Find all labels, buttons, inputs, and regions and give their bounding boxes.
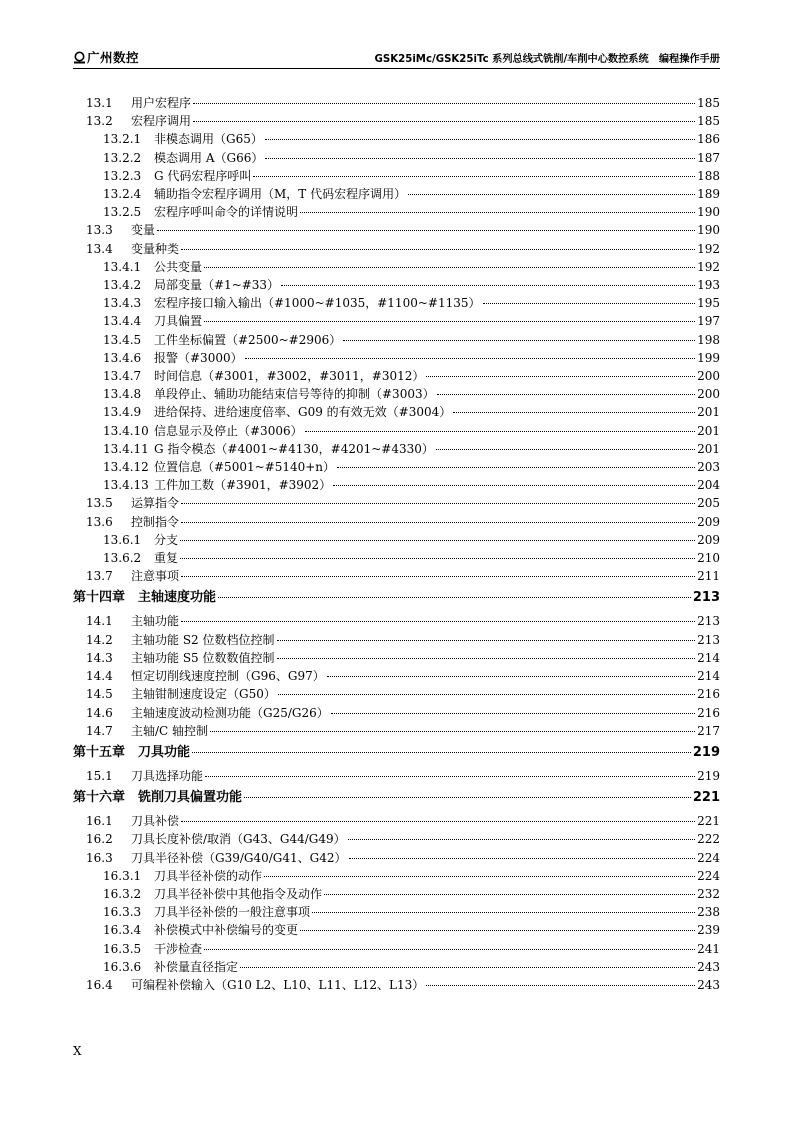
dot-leader <box>218 597 691 598</box>
toc-entry-page: 204 <box>697 478 720 493</box>
toc-entry-page: 216 <box>697 687 720 702</box>
toc-entry[interactable] <box>73 612 720 630</box>
toc-entry[interactable] <box>73 631 720 649</box>
toc-entry-number: 13.4.9 <box>103 405 142 420</box>
toc-entry[interactable] <box>73 130 720 148</box>
manual-title: GSK25iMc/GSK25iTc 系列总线式铣削/车削中心数控系统 编程操作手册 <box>374 54 720 65</box>
toc-entry-title: 分支 <box>154 532 179 547</box>
toc-entry-number: 14.4 <box>86 669 113 684</box>
toc-entry-page: 222 <box>697 832 720 847</box>
toc-entry-page: 201 <box>697 405 720 420</box>
toc-entry[interactable] <box>73 767 720 785</box>
toc-entry[interactable] <box>73 885 720 903</box>
toc-entry-number: 13.4.13 <box>103 478 149 493</box>
toc-entry-number: 14.6 <box>86 705 113 720</box>
toc-entry-number: 13.4.3 <box>103 296 142 311</box>
dot-leader <box>426 376 695 377</box>
toc-entry-page: 216 <box>697 705 720 720</box>
toc-entry-page: 213 <box>697 614 720 629</box>
toc-entry-page: 198 <box>697 332 720 347</box>
toc-entry-title: 注意事项 <box>131 569 180 584</box>
dot-leader <box>264 876 695 877</box>
toc-entry-number: 14.5 <box>86 687 113 702</box>
toc-entry-number: 13.4.7 <box>103 369 142 384</box>
toc-entry-page: 195 <box>697 296 720 311</box>
toc-entry-page: 214 <box>697 669 720 684</box>
toc-entry-number: 13.7 <box>86 569 113 584</box>
toc-entry[interactable] <box>73 312 720 330</box>
toc-entry[interactable] <box>73 958 720 976</box>
gsk-logo-icon <box>73 51 86 64</box>
dot-leader <box>337 467 695 468</box>
toc-entry[interactable] <box>73 349 720 367</box>
toc-entry-number: 13.6.2 <box>103 551 142 566</box>
toc-entry-number: 16.4 <box>86 977 113 992</box>
toc-entry-title: 工件加工数（#3901，#3902） <box>154 478 332 493</box>
toc-entry-title: 补偿量直径指定 <box>154 959 239 974</box>
page-header <box>73 46 720 69</box>
toc-entry-page: 213 <box>697 632 720 647</box>
dot-leader <box>180 558 695 559</box>
toc-chapter-entry[interactable] <box>73 788 720 808</box>
toc-entry-number: 13.4.10 <box>103 423 149 438</box>
toc-entry-page: 187 <box>697 150 720 165</box>
toc-entry[interactable] <box>73 830 720 848</box>
dot-leader <box>244 797 691 798</box>
toc-entry-page: 221 <box>697 814 720 829</box>
toc-entry-title: 刀具选择功能 <box>131 768 204 783</box>
toc-entry-number: 13.4.1 <box>103 259 142 274</box>
toc-entry-title: 刀具半径补偿的一般注意事项 <box>154 905 311 920</box>
toc-entry-page: 224 <box>697 868 720 883</box>
dot-leader <box>349 858 696 859</box>
toc-entry-page: 239 <box>697 923 720 938</box>
toc-entry-number: 13.4.5 <box>103 332 142 347</box>
dot-leader <box>210 731 695 732</box>
dot-leader <box>245 358 695 359</box>
toc-entry-page: 192 <box>697 259 720 274</box>
toc-entry[interactable] <box>73 440 720 458</box>
toc-entry-title: 单段停止、辅助功能结束信号等待的抑制（#3003） <box>154 387 435 402</box>
dot-leader <box>300 212 695 213</box>
toc-entry-title: 模态调用 A（G66） <box>154 150 264 165</box>
toc-entry-number: 16.3.1 <box>103 868 142 883</box>
dot-leader <box>181 576 695 577</box>
toc-entry-page: 238 <box>697 905 720 920</box>
toc-entry-title: 可编程补偿输入（G10 L2、L10、L11、L12、L13） <box>131 977 425 992</box>
toc-entry[interactable] <box>73 112 720 130</box>
toc-entry-title: 工件坐标偏置（#2500~#2906） <box>154 332 342 347</box>
toc-entry-title: 信息显示及停止（#3006） <box>154 423 303 438</box>
toc-entry-title: 第十四章 主轴速度功能 <box>73 590 217 606</box>
toc-entry-number: 13.4.4 <box>103 314 142 329</box>
toc-entry-number: 15.1 <box>86 768 113 783</box>
toc-entry-title: 变量种类 <box>131 241 180 256</box>
toc-entry-page: 203 <box>697 460 720 475</box>
dot-leader <box>437 394 695 395</box>
dot-leader <box>240 967 695 968</box>
toc-entry-number: 13.2.1 <box>103 132 142 147</box>
toc-entry-title: 局部变量（#1~#33） <box>154 278 280 293</box>
dot-leader <box>453 412 695 413</box>
dot-leader <box>265 158 695 159</box>
company-logo <box>73 48 139 66</box>
toc-entry-title: 位置信息（#5001~#5140+n） <box>154 460 336 475</box>
dot-leader <box>204 321 695 322</box>
toc-entry[interactable] <box>73 903 720 921</box>
toc-entry[interactable] <box>73 385 720 403</box>
toc-entry-page: 201 <box>697 423 720 438</box>
toc-entry-page: 197 <box>697 314 720 329</box>
toc-entry-page: 213 <box>692 590 720 606</box>
toc-entry[interactable] <box>73 149 720 167</box>
toc-entry-page: 199 <box>697 350 720 365</box>
toc-entry-title: 主轴/C 轴控制 <box>131 723 209 738</box>
toc-entry-page: 209 <box>697 514 720 529</box>
toc-entry-number: 13.4.6 <box>103 350 142 365</box>
toc-entry[interactable] <box>73 422 720 440</box>
toc-entry[interactable] <box>73 849 720 867</box>
toc-entry[interactable] <box>73 513 720 531</box>
toc-entry-title: 宏程序呼叫命令的详情说明 <box>154 205 299 220</box>
toc-entry-title: 主轴功能 S2 位数档位控制 <box>131 632 275 647</box>
dot-leader <box>408 194 695 195</box>
toc-entry[interactable] <box>73 258 720 276</box>
toc-entry-page: 210 <box>697 551 720 566</box>
toc-entry[interactable] <box>73 240 720 258</box>
toc-entry[interactable] <box>73 940 720 958</box>
toc-entry-page: 185 <box>697 96 720 110</box>
dot-leader <box>331 713 695 714</box>
toc-entry-title: 辅助指令宏程序调用（M，T 代码宏程序调用） <box>154 187 407 202</box>
toc-entry-page: 211 <box>697 569 720 584</box>
toc-entry-page: 189 <box>697 187 720 202</box>
toc-entry[interactable] <box>73 649 720 667</box>
toc-entry-page: 193 <box>697 278 720 293</box>
toc-entry-number: 13.3 <box>86 223 113 238</box>
toc-entry-page: 200 <box>697 369 720 384</box>
toc-entry-page: 217 <box>697 723 720 738</box>
dot-leader <box>181 249 695 250</box>
toc-entry-title: 变量 <box>131 223 156 238</box>
dot-leader <box>278 694 695 695</box>
toc-entry-number: 14.7 <box>86 723 113 738</box>
toc-entry-title: 干涉检查 <box>154 941 203 956</box>
toc-entry-number: 13.4.8 <box>103 387 142 402</box>
toc-entry-title: 用户宏程序 <box>131 96 192 110</box>
toc-entry-title: 宏程序调用 <box>131 114 192 129</box>
toc-entry-number: 13.5 <box>86 496 113 511</box>
toc-entry-page: 224 <box>697 850 720 865</box>
toc-entry[interactable] <box>73 921 720 939</box>
dot-leader <box>204 949 695 950</box>
toc-entry-number: 13.2 <box>86 114 113 129</box>
toc-entry[interactable] <box>73 221 720 239</box>
table-of-contents <box>73 94 720 994</box>
toc-entry-number: 16.3.2 <box>103 886 142 901</box>
toc-entry-title: 运算指令 <box>131 496 180 511</box>
toc-entry-title: 控制指令 <box>131 514 180 529</box>
toc-entry-number: 13.1 <box>86 96 113 110</box>
toc-entry-page: 243 <box>697 977 720 992</box>
toc-entry-number: 13.2.3 <box>103 168 142 183</box>
toc-entry-title: 刀具半径补偿（G39/G40/G41、G42） <box>131 850 347 865</box>
toc-entry[interactable] <box>73 812 720 830</box>
toc-entry-number: 16.2 <box>86 832 113 847</box>
dot-leader <box>343 340 695 341</box>
toc-entry-title: G 代码宏程序呼叫 <box>154 168 252 183</box>
toc-entry-number: 16.3.5 <box>103 941 142 956</box>
toc-entry[interactable] <box>73 94 720 112</box>
dot-leader <box>180 540 695 541</box>
toc-entry[interactable] <box>73 167 720 185</box>
dot-leader <box>277 658 696 659</box>
toc-entry[interactable] <box>73 458 720 476</box>
dot-leader <box>204 267 695 268</box>
toc-entry-page: 205 <box>697 496 720 511</box>
toc-entry-title: 主轴功能 <box>131 614 180 629</box>
toc-entry-title: 报警（#3000） <box>154 350 243 365</box>
toc-chapter-entry[interactable] <box>73 588 720 608</box>
dot-leader <box>300 930 695 931</box>
dot-leader <box>265 139 695 140</box>
dot-leader <box>181 522 695 523</box>
toc-entry-page: 219 <box>697 768 720 783</box>
toc-entry-title: 第十五章 刀具功能 <box>73 744 191 760</box>
dot-leader <box>324 894 695 895</box>
toc-entry[interactable] <box>73 294 720 312</box>
toc-entry[interactable] <box>73 685 720 703</box>
dot-leader <box>205 776 695 777</box>
toc-entry-number: 16.3.3 <box>103 905 142 920</box>
dot-leader <box>483 303 696 304</box>
toc-entry-page: 190 <box>697 223 720 238</box>
dot-leader <box>305 431 695 432</box>
dot-leader <box>181 621 695 622</box>
dot-leader <box>333 485 695 486</box>
toc-entry[interactable] <box>73 704 720 722</box>
toc-entry[interactable] <box>73 185 720 203</box>
dot-leader <box>281 285 695 286</box>
toc-entry[interactable] <box>73 867 720 885</box>
toc-entry-number: 13.6 <box>86 514 113 529</box>
toc-entry-page: 186 <box>697 132 720 147</box>
toc-entry-number: 13.2.5 <box>103 205 142 220</box>
toc-entry-title: 刀具半径补偿的动作 <box>154 868 263 883</box>
logo-text: 广州数控 <box>87 50 140 65</box>
toc-chapter-entry[interactable] <box>73 743 720 763</box>
toc-entry-number: 13.6.1 <box>103 532 142 547</box>
dot-leader <box>253 176 695 177</box>
toc-entry-number: 14.1 <box>86 614 113 629</box>
toc-entry-number: 14.2 <box>86 632 113 647</box>
toc-entry-number: 16.3.4 <box>103 923 142 938</box>
toc-entry-page: 192 <box>697 241 720 256</box>
toc-entry-number: 13.2.2 <box>103 150 142 165</box>
toc-entry-page: 209 <box>697 532 720 547</box>
toc-entry-title: 时间信息（#3001，#3002，#3011，#3012） <box>154 369 425 384</box>
toc-entry[interactable] <box>73 403 720 421</box>
toc-entry-title: 刀具偏置 <box>154 314 203 329</box>
toc-entry[interactable] <box>73 667 720 685</box>
toc-entry-title: 宏程序接口输入输出（#1000~#1035，#1100~#1135） <box>154 296 481 311</box>
toc-entry-title: 补偿模式中补偿编号的变更 <box>154 923 299 938</box>
toc-entry-title: 公共变量 <box>154 259 203 274</box>
toc-entry-number: 13.4.12 <box>103 460 149 475</box>
toc-entry-page: 185 <box>697 114 720 129</box>
toc-entry-page: 219 <box>692 744 720 760</box>
toc-entry-page: 241 <box>697 941 720 956</box>
toc-entry-title: 刀具补偿 <box>131 814 180 829</box>
toc-entry-title: G 指令模态（#4001~#4130，#4201~#4330） <box>154 441 434 456</box>
dot-leader <box>277 640 696 641</box>
toc-entry[interactable] <box>73 476 720 494</box>
toc-entry-title: 重复 <box>154 551 179 566</box>
dot-leader <box>348 839 695 840</box>
toc-entry-title: 刀具长度补偿/取消（G43、G44/G49） <box>131 832 346 847</box>
toc-entry-page: 200 <box>697 387 720 402</box>
toc-entry-number: 16.1 <box>86 814 113 829</box>
dot-leader <box>327 676 695 677</box>
toc-entry-number: 13.4 <box>86 241 113 256</box>
toc-entry-page: 214 <box>697 650 720 665</box>
toc-entry[interactable] <box>73 549 720 567</box>
dot-leader <box>436 449 695 450</box>
toc-entry[interactable] <box>73 722 720 740</box>
toc-entry[interactable] <box>73 367 720 385</box>
toc-entry-page: 201 <box>697 441 720 456</box>
toc-entry[interactable] <box>73 331 720 349</box>
toc-entry-number: 16.3.6 <box>103 959 142 974</box>
toc-entry-page: 190 <box>697 205 720 220</box>
toc-entry[interactable] <box>73 203 720 221</box>
toc-entry-title: 主轴功能 S5 位数数值控制 <box>131 650 275 665</box>
toc-entry-number: 13.4.2 <box>103 278 142 293</box>
toc-entry[interactable] <box>73 976 720 994</box>
dot-leader <box>181 503 695 504</box>
dot-leader <box>181 821 695 822</box>
toc-entry-page: 232 <box>697 886 720 901</box>
toc-entry-page: 221 <box>692 790 720 806</box>
toc-entry-number: 16.3 <box>86 850 113 865</box>
toc-entry-title: 刀具半径补偿中其他指令及动作 <box>154 886 323 901</box>
toc-entry-title: 第十六章 铣削刀具偏置功能 <box>73 790 243 806</box>
toc-entry[interactable] <box>73 567 720 585</box>
toc-entry-page: 188 <box>697 168 720 183</box>
dot-leader <box>157 230 695 231</box>
dot-leader <box>312 912 695 913</box>
toc-entry-number: 13.2.4 <box>103 187 142 202</box>
toc-entry-title: 恒定切削线速度控制（G96、G97） <box>131 669 325 684</box>
toc-entry[interactable] <box>73 494 720 512</box>
dot-leader <box>192 752 691 753</box>
toc-entry-title: 主轴速度波动检测功能（G25/G26） <box>131 705 329 720</box>
dot-leader <box>426 985 695 986</box>
dot-leader <box>193 121 695 122</box>
toc-entry-title: 主轴钳制速度设定（G50） <box>131 687 276 702</box>
toc-entry-number: 14.3 <box>86 650 113 665</box>
toc-entry-title: 进给保持、进给速度倍率、G09 的有效无效（#3004） <box>154 405 452 420</box>
toc-entry-page: 243 <box>697 959 720 974</box>
page-number: X <box>73 1044 82 1058</box>
dot-leader <box>193 103 695 104</box>
toc-entry[interactable] <box>73 531 720 549</box>
toc-entry-number: 13.4.11 <box>103 441 149 456</box>
toc-entry[interactable] <box>73 276 720 294</box>
toc-entry-title: 非模态调用（G65） <box>154 132 263 147</box>
